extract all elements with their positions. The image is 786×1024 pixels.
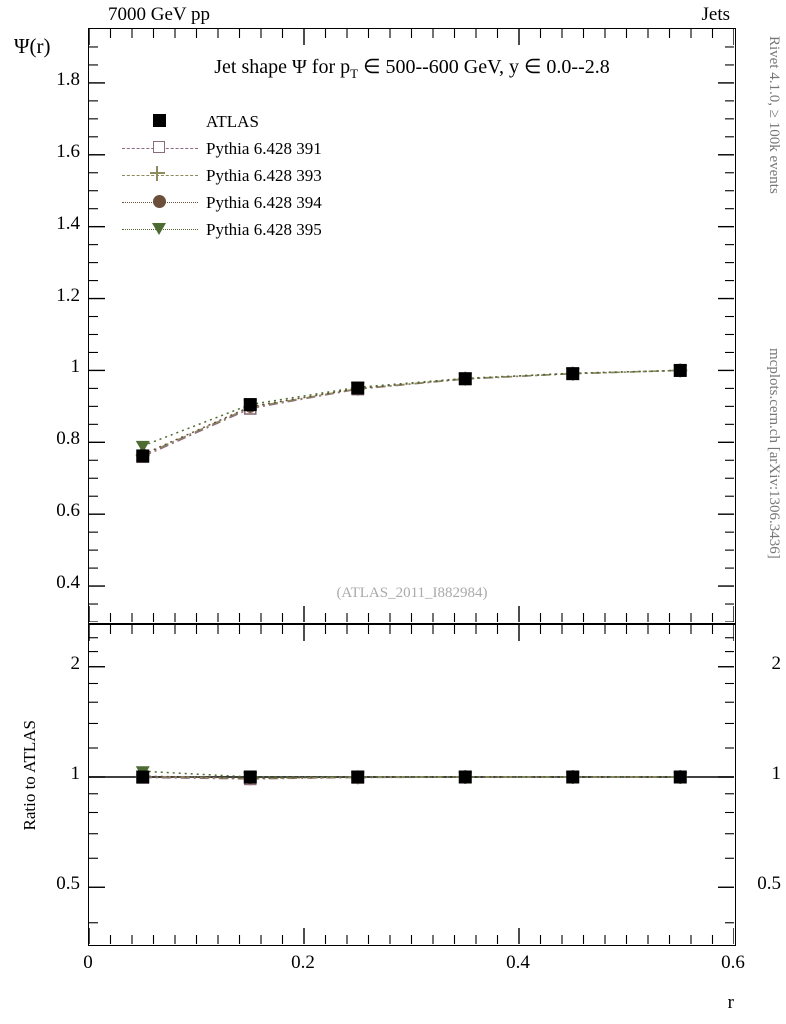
ratio-y-tick-left-2: 2: [70, 652, 80, 674]
circle-marker-icon: [153, 195, 166, 208]
legend: [122, 108, 322, 243]
y-tick-0.4: 0.4: [56, 572, 80, 594]
legend-label-pythia-395: Pythia 6.428 395: [206, 219, 322, 239]
legend-label-pythia-393: Pythia 6.428 393: [206, 165, 322, 185]
legend-key-atlas: [122, 111, 198, 133]
cross-marker-icon: [150, 166, 165, 181]
legend-label-atlas: ATLAS: [206, 111, 259, 131]
plot-title-psi: Ψ: [292, 56, 307, 78]
ratio-y-tick-right-1: 1: [771, 762, 781, 784]
y-tick-1.6: 1.6: [56, 140, 80, 162]
square-filled-marker-icon: [153, 114, 166, 127]
y-tick-1.4: 1.4: [56, 212, 80, 234]
plot-title: [88, 54, 736, 82]
y-axis-title: Ψ(r): [14, 34, 51, 58]
mcplots-arxiv-caption: mcplots.cern.ch [arXiv:1306.3436]: [766, 348, 782, 559]
x-tick-0: 0: [83, 952, 93, 973]
legend-entry-pythia-395[interactable]: [122, 216, 322, 243]
ratio-plot-panel: [88, 624, 736, 946]
ratio-y-tick-left-0.5: 0.5: [56, 873, 80, 895]
x-tick-0.2: 0.2: [291, 952, 315, 973]
ratio-y-tick-right-0.5: 0.5: [757, 873, 781, 895]
y-tick-1.8: 1.8: [56, 68, 80, 90]
header-beam-label: 7000 GeV pp: [108, 4, 211, 25]
ratio-y-axis-title: Ratio to ATLAS: [20, 720, 39, 831]
plot-title-pre: Jet shape: [214, 56, 293, 78]
legend-label-pythia-391: Pythia 6.428 391: [206, 138, 322, 158]
legend-entry-pythia-394[interactable]: [122, 189, 322, 216]
ratio-plot-canvas: [89, 625, 734, 944]
legend-key-pythia-394: [122, 192, 198, 214]
y-tick-0.6: 0.6: [56, 500, 80, 522]
x-tick-0.4: 0.4: [506, 952, 530, 973]
legend-entry-atlas[interactable]: [122, 108, 322, 135]
legend-entry-pythia-391[interactable]: [122, 135, 322, 162]
x-axis-title: r: [727, 992, 734, 1013]
plot-title-sub: T: [350, 66, 359, 81]
header-analysis-label: Jets: [701, 4, 730, 25]
legend-key-pythia-391: [122, 138, 198, 160]
y-tick-0.8: 0.8: [56, 428, 80, 450]
ratio-y-tick-right-2: 2: [771, 652, 781, 674]
rivet-version-caption: Rivet 4.1.0, ≥ 100k events: [766, 36, 782, 194]
legend-key-pythia-395: [122, 219, 198, 241]
triangle-down-marker-icon: [152, 223, 166, 235]
plot-title-post: ∈ 500--600 GeV, y ∈ 0.0--2.8: [358, 56, 610, 78]
plot-title-mid: for p: [306, 56, 351, 78]
legend-label-pythia-394: Pythia 6.428 394: [206, 192, 322, 212]
legend-entry-pythia-393[interactable]: [122, 162, 322, 189]
square-open-marker-icon: [153, 141, 165, 153]
y-tick-1: 1: [70, 356, 80, 378]
x-tick-0.6: 0.6: [721, 952, 745, 973]
ratio-y-tick-left-1: 1: [70, 762, 80, 784]
legend-key-pythia-393: [122, 165, 198, 187]
analysis-id-watermark: (ATLAS_2011_I882984): [336, 585, 488, 601]
y-tick-1.2: 1.2: [56, 284, 80, 306]
